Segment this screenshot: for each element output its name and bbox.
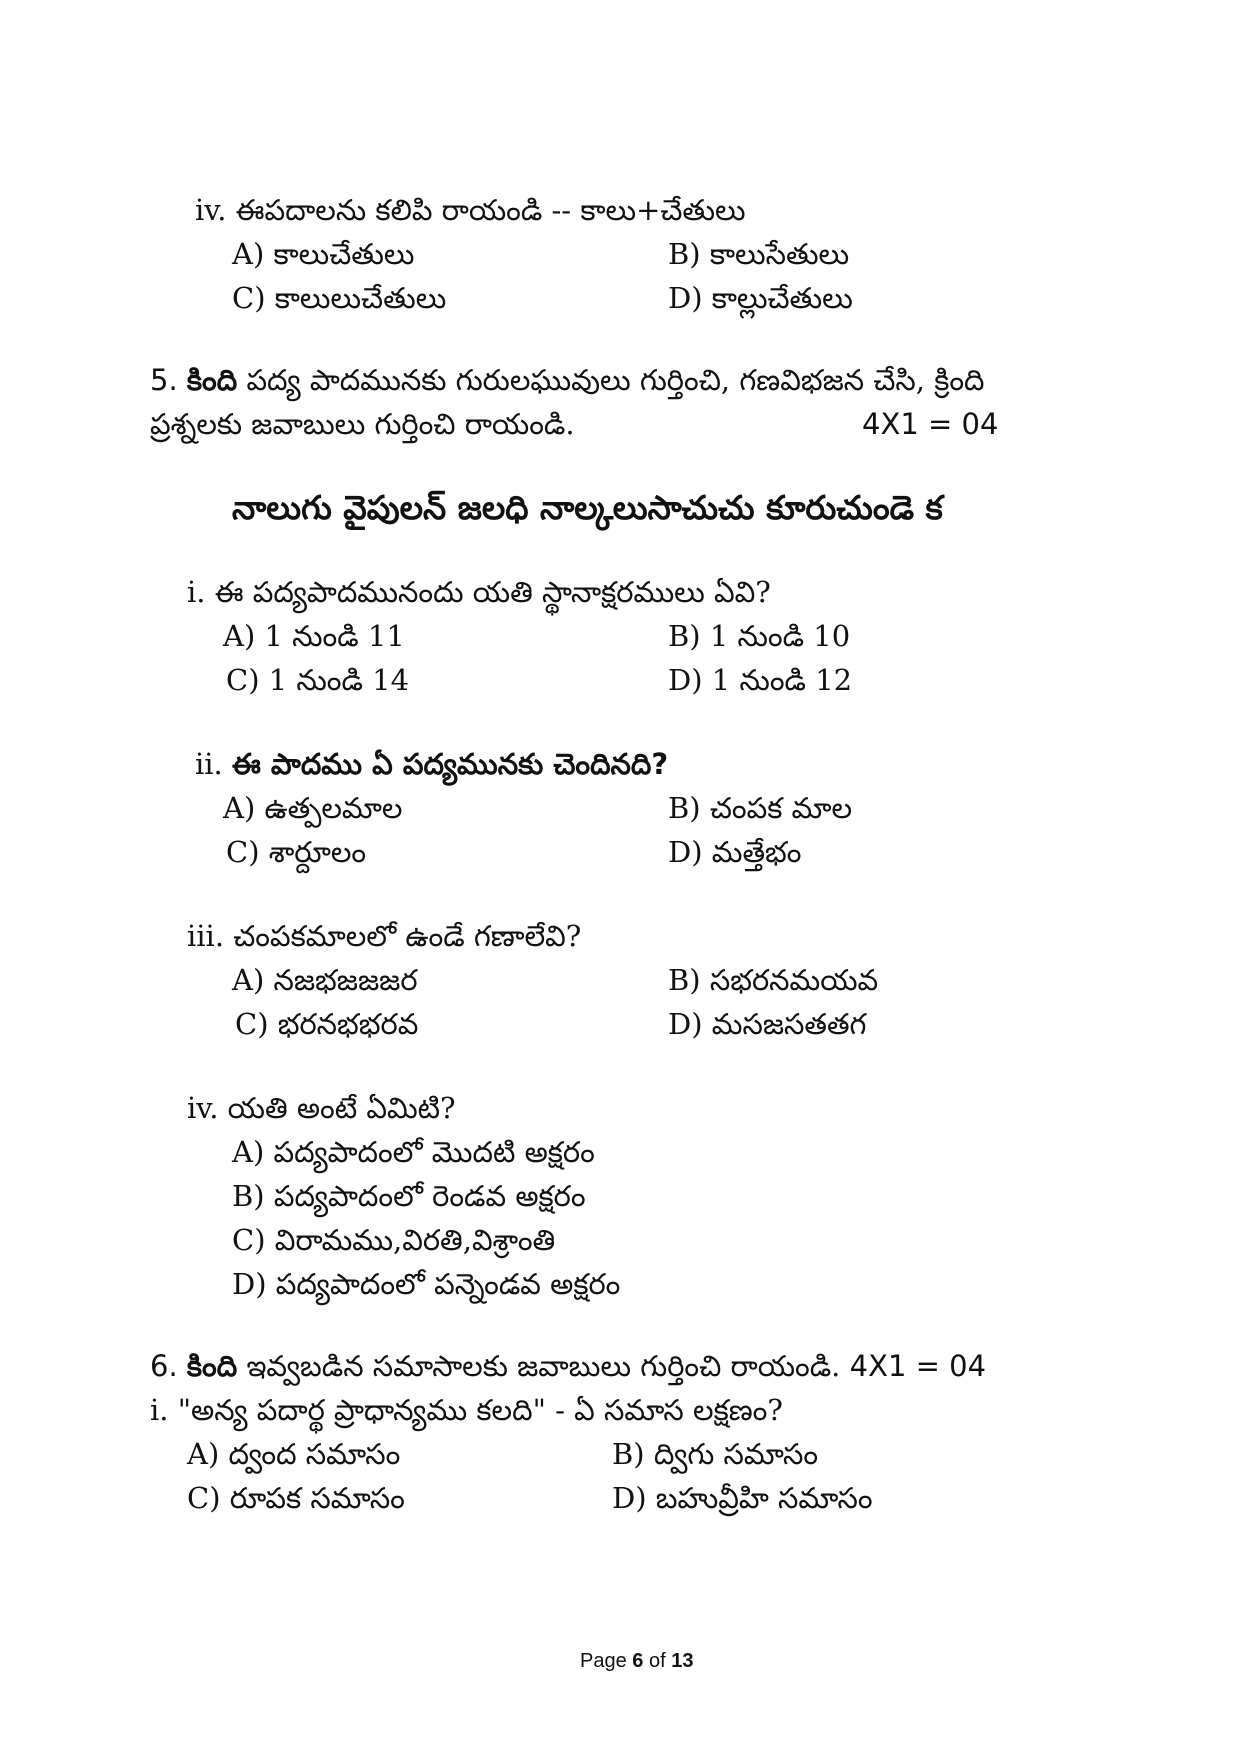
q5-verse: నాలుగు వైపులన్ జలధి నాల్కలుసాచుచు కూరుచుండె క bbox=[232, 488, 943, 527]
q5-iv-question: iv. యతి అంటే ఏమిటి? bbox=[187, 1091, 456, 1125]
page-current: 6 bbox=[632, 1650, 644, 1672]
q5-iv-option-b: B) పద్యపాదంలో రెండవ అక్షరం bbox=[232, 1179, 586, 1213]
q6-i-option-d: D) బహువ్రీహి సమాసం bbox=[612, 1481, 873, 1515]
q5-ii-option-c: C) శార్దూలం bbox=[226, 835, 367, 869]
q4-iv-option-d: D) కాల్లుచేతులు bbox=[668, 281, 853, 315]
q5-i-option-a: A) 1 నుండి 11 bbox=[223, 619, 405, 653]
q4-iv-option-a: A) కాలుచేతులు bbox=[232, 237, 415, 271]
q6-i-option-c: C) రూపక సమాసం bbox=[187, 1481, 405, 1515]
q6-bold-word: కింది bbox=[186, 1349, 238, 1383]
q5-ii-option-d: D) మత్తేభం bbox=[668, 835, 802, 869]
q6-instruction-line bbox=[150, 1349, 987, 1383]
q5-i-question: i. ఈ పద్యపాదమునందు యతి స్థానాక్షరములు ఏవి? bbox=[187, 575, 771, 609]
q5-ii-question-line bbox=[195, 747, 669, 781]
q5-bold-word: కింది bbox=[186, 363, 238, 397]
page-total: 13 bbox=[671, 1650, 694, 1672]
q6-instruction-text: ఇవ్వబడిన సమాసాలకు జవాబులు గుర్తించి రాయండి. bbox=[246, 1349, 841, 1383]
q5-instruction-line-1 bbox=[150, 363, 985, 397]
q6-marks: 4X1 = 04 bbox=[849, 1349, 987, 1383]
q5-iv-option-c: C) విరామము,విరతి,విశ్రాంతి bbox=[232, 1223, 556, 1257]
q5-iii-option-c: C) భరనభభరవ bbox=[235, 1007, 419, 1041]
page-footer bbox=[580, 1650, 693, 1673]
q5-iii-option-a: A) నజభజజజర bbox=[232, 963, 418, 997]
q6-i-question: i. "అన్య పదార్థ ప్రాధాన్యము కలది" - ఏ సమాస లక్షణం? bbox=[150, 1393, 783, 1427]
q4-iv-question: iv. ఈపదాలను కలిపి రాయండి -- కాలు+చేతులు bbox=[195, 193, 746, 227]
q6-number: 6. bbox=[150, 1349, 178, 1383]
q5-instruction-line-2: ప్రశ్నలకు జవాబులు గుర్తించి రాయండి. bbox=[150, 407, 575, 441]
page-prefix: Page bbox=[580, 1650, 627, 1672]
page-of: of bbox=[648, 1650, 666, 1672]
q4-iv-option-b: B) కాలుసేతులు bbox=[668, 237, 850, 271]
q5-ii-option-a: A) ఉత్పలమాల bbox=[223, 791, 403, 825]
q4-iv-option-c: C) కాలులుచేతులు bbox=[232, 281, 447, 315]
q5-iii-option-b: B) సభరనమయవ bbox=[668, 963, 879, 997]
q5-iv-option-d: D) పద్యపాదంలో పన్నెండవ అక్షరం bbox=[232, 1267, 621, 1301]
q5-number: 5. bbox=[150, 363, 178, 397]
q6-i-option-a: A) ద్వంద సమాసం bbox=[187, 1437, 401, 1471]
q5-iii-question: iii. చంపకమాలలో ఉండే గణాలేవి? bbox=[187, 919, 582, 953]
q6-i-option-b: B) ద్విగు సమాసం bbox=[612, 1437, 819, 1471]
q5-ii-label: ii. bbox=[195, 747, 223, 781]
q5-ii-option-b: B) చంపక మాల bbox=[668, 791, 853, 825]
q5-iii-option-d: D) మసజసతతగ bbox=[668, 1007, 867, 1041]
q5-ii-question: ఈ పాదము ఏ పద్యమునకు చెందినది? bbox=[232, 747, 669, 781]
q5-i-option-b: B) 1 నుండి 10 bbox=[668, 619, 851, 653]
q5-marks: 4X1 = 04 bbox=[862, 407, 999, 441]
q5-iv-option-a: A) పద్యపాదంలో మొదటి అక్షరం bbox=[232, 1135, 595, 1169]
q5-instruction-text: పద్య పాదమునకు గురులఘువులు గుర్తించి, గణవిభజన చేసి, క్రింది bbox=[246, 363, 985, 397]
q5-i-option-d: D) 1 నుండి 12 bbox=[668, 663, 853, 697]
q5-i-option-c: C) 1 నుండి 14 bbox=[226, 663, 410, 697]
